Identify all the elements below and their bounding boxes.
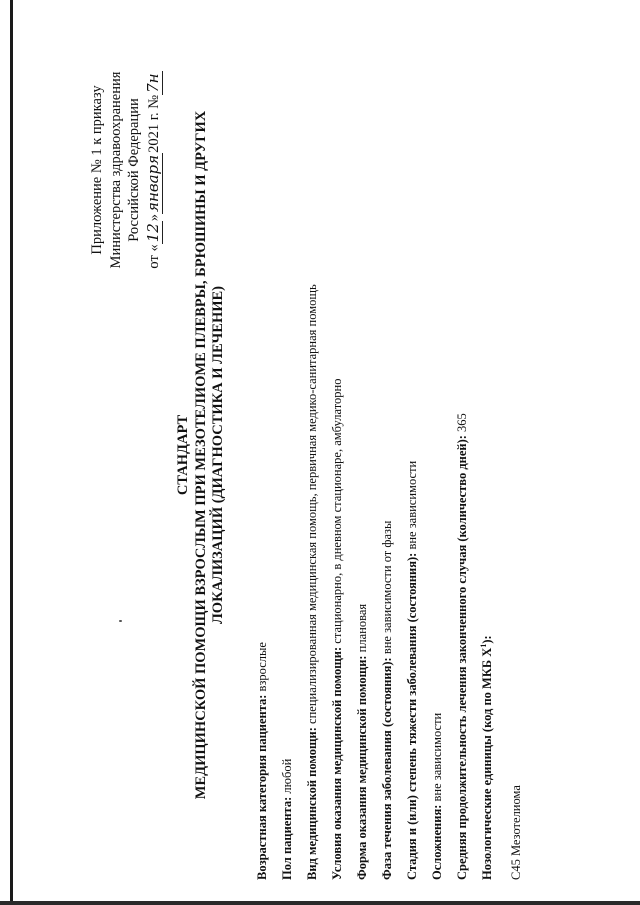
- approval-date-line: [144, 45, 164, 295]
- param-duration-label: Средняя продолжительность лечения законченного случая (количество дней):: [455, 435, 469, 880]
- date-year: 2021 г. №: [145, 94, 162, 153]
- nosology-label-end: ):: [480, 635, 494, 644]
- param-care-conditions-label: Условия оказания медицинской помощи:: [330, 646, 344, 880]
- param-care-conditions: [325, 30, 350, 880]
- date-sep: »: [145, 213, 162, 222]
- param-stage-label: Стадия и (или) степень тяжести заболевания (состояния):: [405, 552, 419, 880]
- nosology-label-text: Нозологические единицы (код по МКБ Х: [480, 647, 494, 880]
- param-nosology-label: [480, 635, 494, 880]
- param-care-form-value: плановая: [355, 603, 369, 656]
- param-age-label: Возрастная категория пациента:: [255, 694, 269, 880]
- date-prefix: от «: [145, 244, 162, 269]
- param-sex-label: Пол пациента:: [280, 796, 294, 880]
- param-stage: [400, 30, 425, 880]
- param-phase-value: вне зависимости от фазы: [380, 520, 394, 658]
- param-age: [250, 30, 275, 880]
- param-care-form: [350, 30, 375, 880]
- document-title: [175, 30, 228, 880]
- param-stage-value: вне зависимости: [405, 460, 419, 553]
- title-line-1: СТАНДАРТ: [175, 414, 191, 496]
- param-complications-label: Осложнения:: [430, 804, 444, 880]
- nosology-code: C45 Мезотелиома: [509, 785, 523, 880]
- param-sex-value: любой: [280, 758, 294, 797]
- param-care-form-label: Форма оказания медицинской помощи:: [355, 655, 369, 880]
- param-care-type: [300, 30, 325, 880]
- date-day: 12: [143, 223, 162, 243]
- param-care-type-label: Вид медицинской помощи:: [305, 727, 319, 880]
- date-month: января: [143, 154, 162, 212]
- approval-line-2: Министерства здравоохранения: [107, 71, 124, 269]
- param-complications-value: вне зависимости: [430, 712, 444, 805]
- param-nosology: [475, 30, 500, 880]
- scan-bottom-border: [0, 901, 640, 905]
- param-phase: [375, 30, 400, 880]
- parameters-list: [250, 30, 529, 880]
- document-page: [80, 30, 640, 880]
- param-complications: [425, 30, 450, 880]
- param-sex: [275, 30, 300, 880]
- nosology-footnote-mark: 1: [478, 643, 488, 648]
- param-age-value: взрослые: [255, 642, 269, 695]
- param-duration: [450, 30, 475, 880]
- approval-line-3: Российской Федерации: [126, 98, 142, 242]
- title-line-2: МЕДИЦИНСКОЙ ПОМОЩИ ВЗРОСЛЫМ ПРИ МЕЗОТЕЛИОМЕ ПЛЕВРЫ, БРЮШИНЫ И ДРУГИХ: [192, 110, 209, 800]
- approval-block: [88, 45, 163, 295]
- scan-left-border: [10, 0, 13, 905]
- param-care-conditions-value: стационарно, в дневном стационаре, амбулаторно: [330, 378, 344, 647]
- order-number: 7н: [143, 73, 162, 93]
- param-duration-value: 365: [455, 413, 469, 436]
- title-line-3: ЛОКАЛИЗАЦИЙ (ДИАГНОСТИКА И ЛЕЧЕНИЕ): [210, 285, 226, 625]
- approval-line-1: Приложение № 1 к приказу: [89, 85, 105, 255]
- param-phase-label: Фаза течения заболевания (состояния):: [380, 657, 394, 880]
- param-care-type-value: специализированная медицинская помощь, первичная медико-санитарная помощь: [305, 284, 319, 728]
